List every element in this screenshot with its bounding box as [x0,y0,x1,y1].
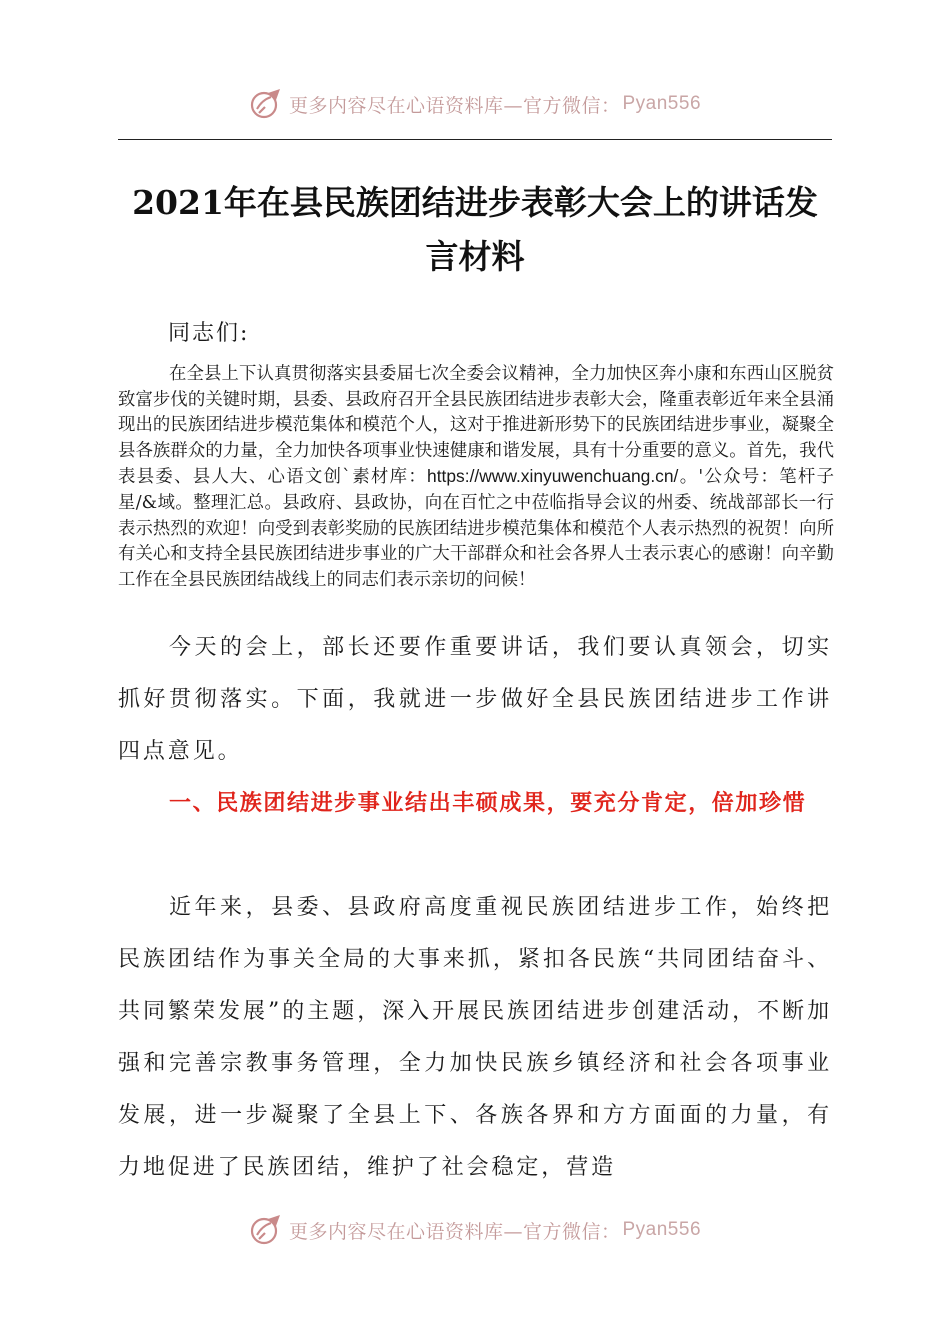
header-divider [118,139,832,140]
greeting: 同志们: [168,321,250,346]
header-watermark [0,84,950,124]
intro-url: https://www.xinyuwenchuang.cn/ [427,466,679,487]
pen-logo-icon [249,87,283,121]
body-paragraph-1: 今天的会上，部长还要作重要讲话，我们要认真领会，切实抓好贯彻落实。下面，我就进一步做好全县民族团结进步工作讲四点意见。 [118,635,832,764]
watermark-text: 更多内容尽在心语资料库—官方微信： [288,94,621,117]
watermark-wechat-id: Pyan556 [622,93,702,114]
watermark-wechat-id: Pyan556 [622,1219,702,1240]
body-paragraph-2: 近年来，县委、县政府高度重视民族团结进步工作，始终把民族团结作为事关全局的大事来抓，紧扣各民族“共同团结奋斗、共同繁荣发展”的主题，深入开展民族团结进步创建活动，不断加强和完善宗教事务管理，全力加快民族乡镇经济和社会各项事业发展，进一步凝聚了全县上下、各族各界和方方面面的力量，有力地促进了民族团结，维护了社会稳定，营造 [118,895,832,1180]
intro-paragraph [118,362,834,593]
watermark-text: 更多内容尽在心语资料库—官方微信： [288,1220,621,1243]
footer-watermark [0,1210,950,1250]
pen-logo-icon [249,1213,283,1247]
document-title: 2021年在县民族团结进步表彰大会上的讲话发言材料 [132,183,818,276]
section-heading-1: 一、民族团结进步事业结出丰硕成果，要充分肯定，倍加珍惜 [169,791,807,816]
intro-text-start: 在全县上下认真贯彻落实县委届七次全委会议精神，全力加快区奔小康和东西山区脱贫致富步伐的关键时期，县委、县政府召开全县民族团结进步表彰大会，隆重表彰近年来全县涌现出的民族团结进步模范集体和模范个人，这对于推进新形势下的民族团结进步事业，凝聚全县各族群众的力量，全力加快各项事业快速健康和谐发展，具有十分重要的意义。首先，我代表县委、县人大、心语文创`素材库： [118,364,834,488]
intro-text-end: 。'公众号：笔杆子星/&域。整理汇总。县政府、县政协，向在百忙之中莅临指导会议的州委、统战部部长一行表示热烈的欢迎！向受到表彰奖励的民族团结进步模范集体和模范个人表示热烈的祝贺！向所有关心和支持全县民族团结进步事业的广大干部群众和社会各界人士表示衷心的感谢！向辛勤工作在全县民族团结战线上的同志们表示亲切的问候！ [118,467,834,590]
